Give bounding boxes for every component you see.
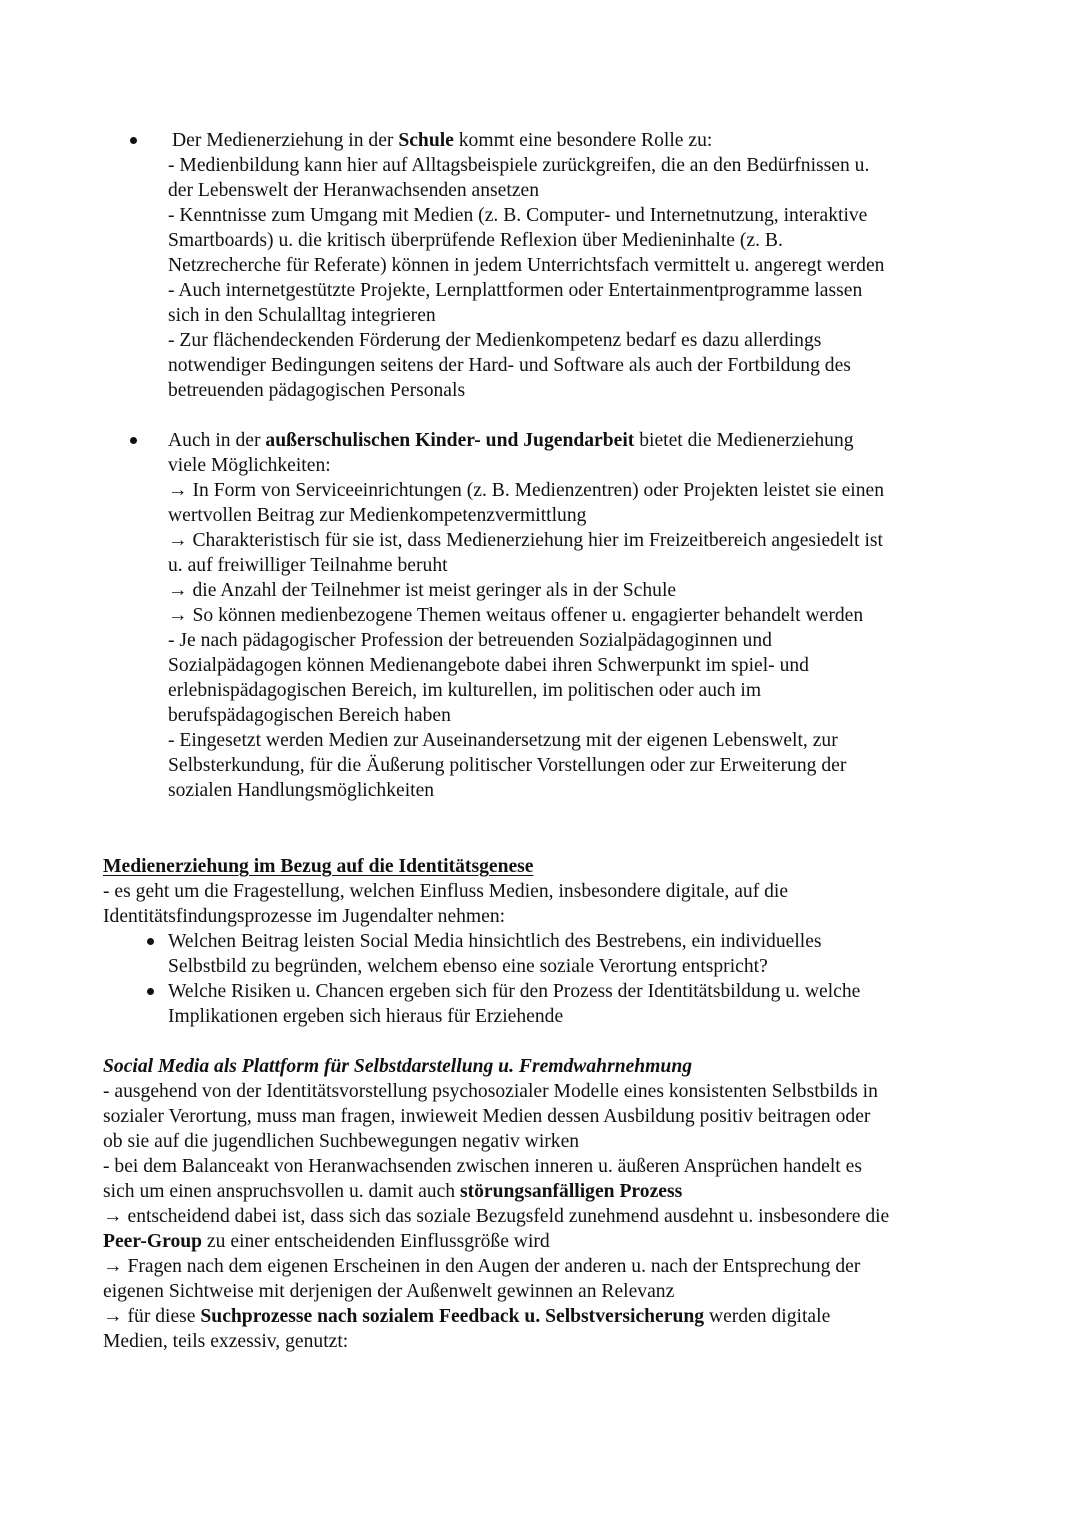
text-run: kommt eine besondere Rolle zu: [453,130,713,151]
paragraph-line: → Fragen nach dem eigenen Erscheinen in den Augen der anderen u. nach der Entsprechung der [103,1256,861,1277]
paragraph-line [103,1179,682,1204]
paragraph-line [168,428,854,453]
paragraph-line: betreuenden pädagogischen Personals [168,380,466,401]
text-run: bietet die Medienerziehung [634,430,854,451]
paragraph-line: Selbsterkundung, für die Äußerung politischer Vorstellungen oder zur Erweiterung der [168,755,847,776]
paragraph-line: → In Form von Serviceeinrichtungen (z. B. Medienzentren) oder Projekten leistet sie einen [168,480,885,501]
paragraph-line: u. auf freiwilliger Teilnahme beruht [168,555,448,576]
text-run: zu einer entscheidenden Einflussgröße wird [202,1231,550,1252]
paragraph-line: - Kenntnisse zum Umgang mit Medien (z. B. Computer- und Internetnutzung, interaktive [168,205,868,226]
paragraph-line: Smartboards) u. die kritisch überprüfende Reflexion über Medieninhalte (z. B. [168,230,783,251]
section-heading: Medienerziehung im Bezug auf die Identitätsgenese [103,856,534,877]
paragraph-line: - Eingesetzt werden Medien zur Auseinandersetzung mit der eigenen Lebenswelt, zur [168,730,838,751]
paragraph-line: - Auch internetgestützte Projekte, Lernplattformen oder Entertainmentprogramme lassen [168,280,863,301]
list-item: Welchen Beitrag leisten Social Media hinsichtlich des Bestrebens, ein individuelles [168,931,822,952]
bullet-point [147,938,154,945]
bullet-point [130,137,137,144]
bold-term: Suchprozesse nach sozialem Feedback u. Selbstversicherung [200,1306,705,1327]
text-run: sich um einen anspruchsvollen u. damit auch [103,1181,460,1202]
paragraph-line: → die Anzahl der Teilnehmer ist meist geringer als in der Schule [168,580,677,601]
paragraph-line: Identitätsfindungsprozesse im Jugendalter nehmen: [103,906,506,927]
paragraph-line: eigenen Sichtweise mit derjenigen der Außenwelt gewinnen an Relevanz [103,1281,675,1302]
text-run: werden digitale [704,1306,831,1327]
paragraph-line: sozialen Handlungsmöglichkeiten [168,780,435,801]
bold-term: störungsanfälligen Prozess [459,1181,683,1202]
paragraph-line: - ausgehend von der Identitätsvorstellung psychosozialer Modelle eines konsistenten Selbstbilds in [103,1081,878,1102]
paragraph-line: - Medienbildung kann hier auf Alltagsbeispiele zurückgreifen, die an den Bedürfnissen u. [168,155,870,176]
list-item: Selbstbild zu begründen, welchem ebenso eine soziale Verortung entspricht? [168,956,768,977]
paragraph-line: wertvollen Beitrag zur Medienkompetenzvermittlung [168,505,587,526]
bullet-point [130,437,137,444]
paragraph-line: sich in den Schulalltag integrieren [168,305,436,326]
paragraph-line [172,128,712,153]
paragraph-line [103,1304,830,1329]
paragraph-line: viele Möglichkeiten: [168,455,331,476]
paragraph-line: Netzrecherche für Referate) können in jedem Unterrichtsfach vermittelt u. angeregt werden [168,255,885,276]
paragraph-line: Sozialpädagogen können Medienangebote dabei ihren Schwerpunkt im spiel- und [168,655,809,676]
paragraph-line: → Charakteristisch für sie ist, dass Medienerziehung hier im Freizeitbereich angesiedelt ist [168,530,883,551]
paragraph-line: - Je nach pädagogischer Profession der betreuenden Sozialpädagoginnen und [168,630,772,651]
paragraph-line: - es geht um die Fragestellung, welchen Einfluss Medien, insbesondere digitale, auf die [103,881,789,902]
paragraph-line: der Lebenswelt der Heranwachsenden ansetzen [168,180,540,201]
bold-term: außerschulischen Kinder- und Jugendarbeit [265,430,635,451]
text-run: Auch in der [168,430,266,451]
paragraph-line [103,1229,550,1254]
text-run: Der Medienerziehung in der [172,130,399,151]
bold-term: Peer-Group [103,1231,203,1252]
paragraph-line: ob sie auf die jugendlichen Suchbewegungen negativ wirken [103,1131,580,1152]
paragraph-line: sozialer Verortung, muss man fragen, inwieweit Medien dessen Ausbildung positiv beitragen oder [103,1106,871,1127]
paragraph-line: - bei dem Balanceakt von Heranwachsenden zwischen inneren u. äußeren Ansprüchen handelt es [103,1156,862,1177]
text-run: → für diese [103,1306,201,1327]
paragraph-line: berufspädagogischen Bereich haben [168,705,451,726]
list-item: Welche Risiken u. Chancen ergeben sich für den Prozess der Identitätsbildung u. welche [168,981,861,1002]
list-item: Implikationen ergeben sich hieraus für Erziehende [168,1006,564,1027]
paragraph-line: notwendiger Bedingungen seitens der Hard- und Software als auch der Fortbildung des [168,355,851,376]
paragraph-line: erlebnispädagogischen Bereich, im kulturellen, im politischen oder auch im [168,680,762,701]
paragraph-line: → So können medienbezogene Themen weitaus offener u. engagierter behandelt werden [168,605,864,626]
bullet-point [147,988,154,995]
bold-term: Schule [398,130,454,151]
section-subheading: Social Media als Plattform für Selbstdarstellung u. Fremdwahrnehmung [103,1056,693,1077]
paragraph-line: → entscheidend dabei ist, dass sich das soziale Bezugsfeld zunehmend ausdehnt u. insbesondere die [103,1206,890,1227]
paragraph-line: Medien, teils exzessiv, genutzt: [103,1331,349,1352]
paragraph-line: - Zur flächendeckenden Förderung der Medienkompetenz bedarf es dazu allerdings [168,330,822,351]
